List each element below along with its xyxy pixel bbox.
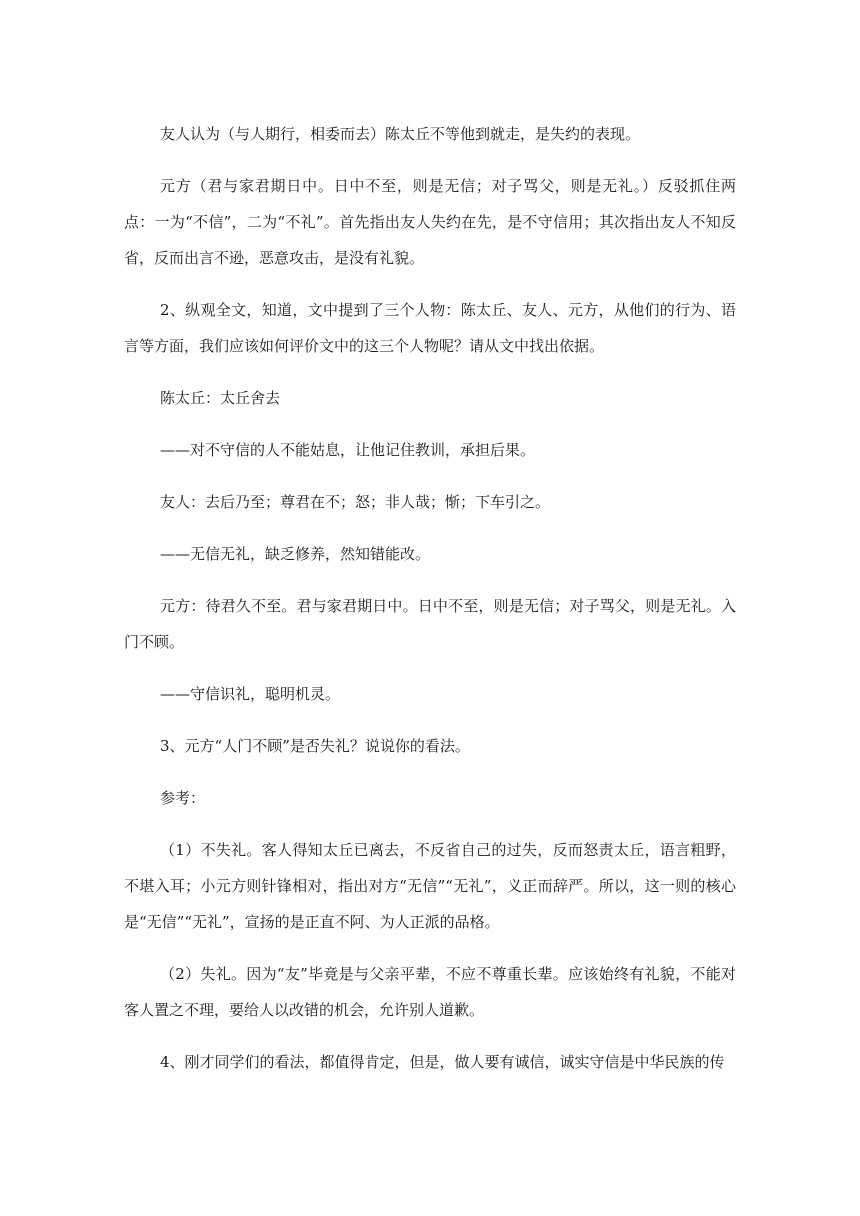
evaluation-chen-taiqiu: ——对不守信的人不能姑息，让他记住教训，承担后果。 — [160, 441, 536, 459]
evaluation-friend: ——无信无礼，缺乏修养，然知错能改。 — [160, 545, 431, 563]
reference-answer-1: （1）不失礼。客人得知太丘已离去，不反省自己的过失，反而怒责太丘，语言粗野，不堪入耳；小元方则针锋相对，指出对方“无信”“无礼”，义正而辞严。所以，这一则的核心是“无信”“无礼”，宣扬的是正直不阿、为人正派的品格。 — [124, 841, 736, 931]
document-body — [124, 116, 736, 1096]
paragraph-yuanfang-rebuttal: 元方（君与家君期日中。日中不至，则是无信；对子骂父，则是无礼。）反驳抓住两点：一为“不信”，二为“不礼”。首先指出友人失约在先，是不守信用；其次指出友人不知反省，反而出言不逊，恶意攻击，是没有礼貌。 — [124, 177, 736, 267]
character-friend: 友人：去后乃至；尊君在不；怒；非人哉；惭；下车引之。 — [160, 493, 551, 511]
reference-label: 参考： — [160, 789, 206, 807]
question-2: 2、纵观全文，知道，文中提到了三个人物：陈太丘、友人、元方，从他们的行为、语言等方面，我们应该如何评价文中的这三个人物呢？请从文中找出依据。 — [124, 301, 736, 355]
character-chen-taiqiu: 陈太丘：太丘舍去 — [160, 389, 281, 407]
evaluation-yuanfang: ——守信识礼，聪明机灵。 — [160, 685, 341, 703]
question-4: 4、刚才同学们的看法，都值得肯定，但是，做人要有诚信，诚实守信是中华民族的传 — [160, 1053, 725, 1071]
paragraph-friend-view: 友人认为（与人期行，相委而去）陈太丘不等他到就走，是失约的表现。 — [160, 125, 641, 143]
character-yuanfang: 元方：待君久不至。君与家君期日中。日中不至，则是无信；对子骂父，则是无礼。入门不顾。 — [124, 597, 736, 651]
question-3: 3、元方“人门不顾”是否失礼？说说你的看法。 — [160, 737, 470, 755]
reference-answer-2: （2）失礼。因为“友”毕竟是与父亲平辈，不应不尊重长辈。应该始终有礼貌，不能对客人置之不理，要给人以改错的机会，允许别人道歉。 — [124, 965, 736, 1019]
